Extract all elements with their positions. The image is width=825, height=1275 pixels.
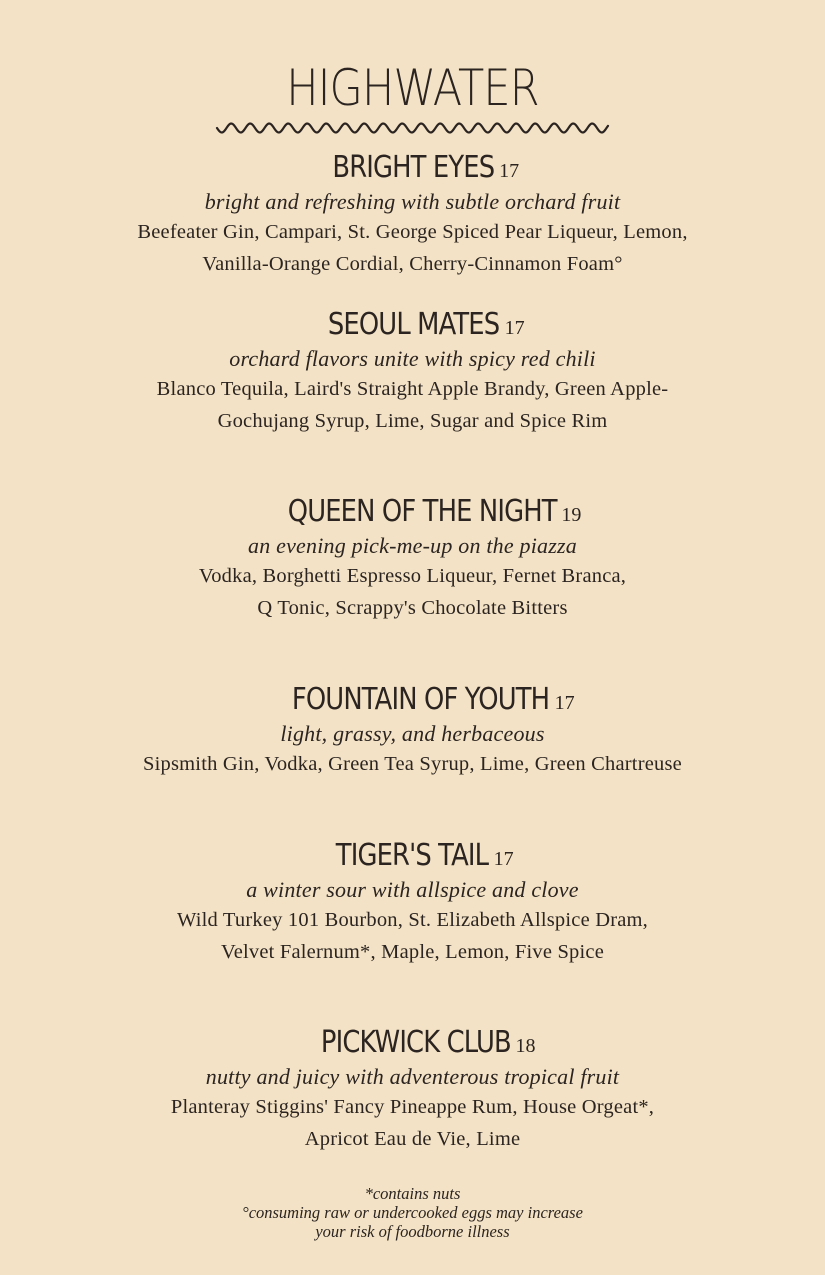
ingredients-line: Planteray Stiggins' Fancy Pineappe Rum, House Orgeat*, — [170, 1096, 655, 1118]
cocktail-name: TIGER'S TAIL — [336, 838, 489, 873]
cocktail-name: FOUNTAIN OF YOUTH — [292, 682, 550, 717]
cocktail-name: PICKWICK CLUB — [320, 1025, 511, 1060]
cocktail-tagline: orchard flavors unite with spicy red chili — [229, 346, 596, 371]
cocktail-price: 17 — [499, 317, 525, 339]
cocktail-heading — [0, 306, 825, 344]
ingredients-line: Vanilla-Orange Cordial, Cherry-Cinnamon Foam° — [202, 252, 623, 275]
cocktail-name: BRIGHT EYES — [332, 150, 495, 185]
cocktail-tagline: bright and refreshing with subtle orchard fruit — [204, 189, 621, 214]
ingredients-line: Gochujang Syrup, Lime, Sugar and Spice Rim — [217, 409, 608, 432]
cocktail-ingredients — [0, 217, 825, 280]
footnote-eggs: °consuming raw or undercooked eggs may increase — [242, 1203, 583, 1222]
cocktail-heading — [0, 1024, 825, 1062]
cocktail-ingredients — [0, 561, 825, 624]
ingredients-line: Vodka, Borghetti Espresso Liqueur, Fernet Branca, — [198, 565, 627, 587]
cocktail-ingredients — [0, 905, 825, 968]
cocktail-ingredients — [0, 1092, 825, 1155]
ingredients-line: Velvet Falernum*, Maple, Lemon, Five Spice — [220, 940, 604, 963]
cocktail-item — [0, 681, 825, 781]
ingredients-line: Apricot Eau de Vie, Lime — [304, 1127, 521, 1150]
ingredients-line: Q Tonic, Scrappy's Chocolate Bitters — [257, 596, 568, 619]
cocktail-price: 18 — [510, 1035, 536, 1057]
cocktail-tagline: an evening pick-me-up on the piazza — [248, 533, 577, 558]
cocktail-heading — [0, 493, 825, 531]
cocktail-name: QUEEN OF THE NIGHT — [287, 494, 557, 529]
cocktail-heading — [0, 149, 825, 187]
cocktail-item — [0, 306, 825, 437]
cocktail-item — [0, 149, 825, 280]
brand-title: HIGHWATER — [286, 59, 539, 117]
cocktail-item — [0, 837, 825, 968]
cocktail-ingredients — [0, 374, 825, 437]
wave-divider — [215, 118, 610, 138]
ingredients-line: Beefeater Gin, Campari, St. George Spiced Pear Liqueur, Lemon, — [137, 221, 688, 243]
cocktail-tagline: light, grassy, and herbaceous — [280, 721, 545, 746]
footnote-nuts: *contains nuts — [364, 1184, 461, 1203]
cocktail-heading — [0, 681, 825, 719]
ingredients-line: Sipsmith Gin, Vodka, Green Tea Syrup, Lime, Green Chartreuse — [143, 753, 682, 775]
footnote-eggs-cont: your risk of foodborne illness — [315, 1222, 510, 1241]
cocktail-name: SEOUL MATES — [328, 307, 500, 342]
cocktail-tagline: nutty and juicy with adventerous tropical fruit — [205, 1064, 620, 1089]
ingredients-line: Blanco Tequila, Laird's Straight Apple Brandy, Green Apple- — [156, 378, 669, 400]
cocktail-ingredients — [0, 749, 825, 781]
cocktail-heading — [0, 837, 825, 875]
cocktail-price: 19 — [556, 504, 582, 526]
cocktail-item — [0, 1024, 825, 1155]
footnotes — [0, 1184, 825, 1241]
cocktail-price: 17 — [488, 848, 514, 870]
cocktail-item — [0, 493, 825, 624]
cocktail-tagline: a winter sour with allspice and clove — [246, 877, 579, 902]
ingredients-line: Wild Turkey 101 Bourbon, St. Elizabeth Allspice Dram, — [177, 909, 648, 931]
cocktail-price: 17 — [549, 692, 575, 714]
cocktail-price: 17 — [494, 160, 520, 182]
